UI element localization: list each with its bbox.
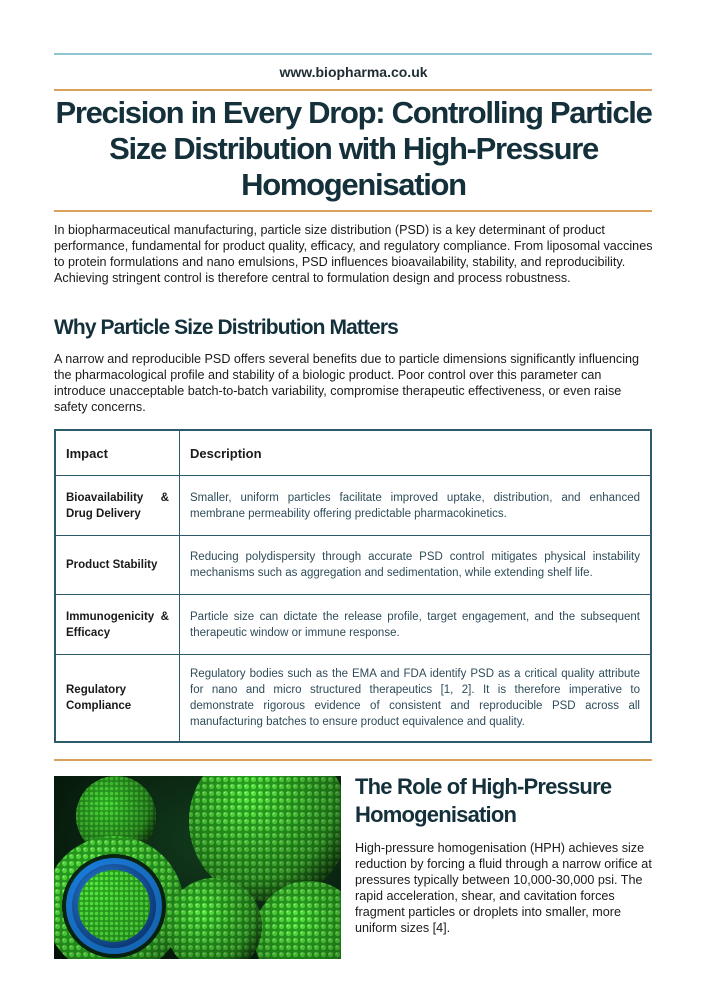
why-section-heading: Why Particle Size Distribution Matters [54,316,398,339]
table-header-row [55,430,651,476]
page-title: Precision in Every Drop: Controlling Particle Size Distribution with High-Pressure Homogenisation [55,95,652,202]
description-cell: Regulatory bodies such as the EMA and FDA identify PSD as a critical quality attribute for nano and micro structured therapeutics [1, 2]. It is therefore imperative to demonstrate rigorous evidence of consistent and reproducible PSD across all manufacturing batches to ensure product equivalence and quality. [180,655,652,742]
header-rule [54,89,652,91]
intro-paragraph: In biopharmaceutical manufacturing, particle size distribution (PSD) is a key determinant of product performance, fundamental for product quality, efficacy, and regulatory compliance. From liposomal vaccines to protein formulations and nano emulsions, PSD influences bioavailability, stability, and reproducibility. Achieving stringent control is therefore central to formulation design and process robustness. [54,223,653,285]
website-url: www.biopharma.co.uk [279,64,428,80]
impact-cell: Immunogenicity & Efficacy [55,595,180,655]
title-rule [54,210,652,212]
role-section-body: High-pressure homogenisation (HPH) achieves size reduction by forcing a fluid through a narrow orifice at pressures typically between 10,000-30,000 psi. The rapid acceleration, shear, and cavitation forces fragment particles or droplets into smaller, more uniform sizes [4]. [355,841,652,935]
role-section-heading: The Role of High-Pressure Homogenisation [355,774,612,827]
section-rule [54,759,652,761]
why-section-body: A narrow and reproducible PSD offers several benefits due to particle dimensions significantly influencing the pharmacological profile and stability of a biologic product. Poor control over this parameter can introduce unacceptable batch-to-batch variability, compromise therapeutic effectiveness, or even raise safety concerns. [54,352,640,414]
description-cell: Reducing polydispersity through accurate PSD control mitigates physical instability mechanisms such as aggregation and sedimentation, while extending shelf life. [180,536,652,595]
impact-cell: Bioavailability & Drug Delivery [55,476,180,536]
table-row [55,655,651,742]
description-cell: Smaller, uniform particles facilitate improved uptake, distribution, and enhanced membrane permeability offering predictable pharmacokinetics. [180,476,652,536]
table-row [55,595,651,655]
liposome-particles-illustration-icon [54,776,341,959]
description-cell: Particle size can dictate the release profile, target engagement, and the subsequent therapeutic window or immune response. [180,595,652,655]
impact-table [54,429,652,743]
liposome-image [54,776,341,959]
impact-cell: Regulatory Compliance [55,655,180,742]
impact-column-header: Impact [55,430,180,476]
top-rule [54,53,652,55]
table-row [55,536,651,595]
description-column-header: Description [180,430,652,476]
impact-cell: Product Stability [55,536,180,595]
table-row [55,476,651,536]
